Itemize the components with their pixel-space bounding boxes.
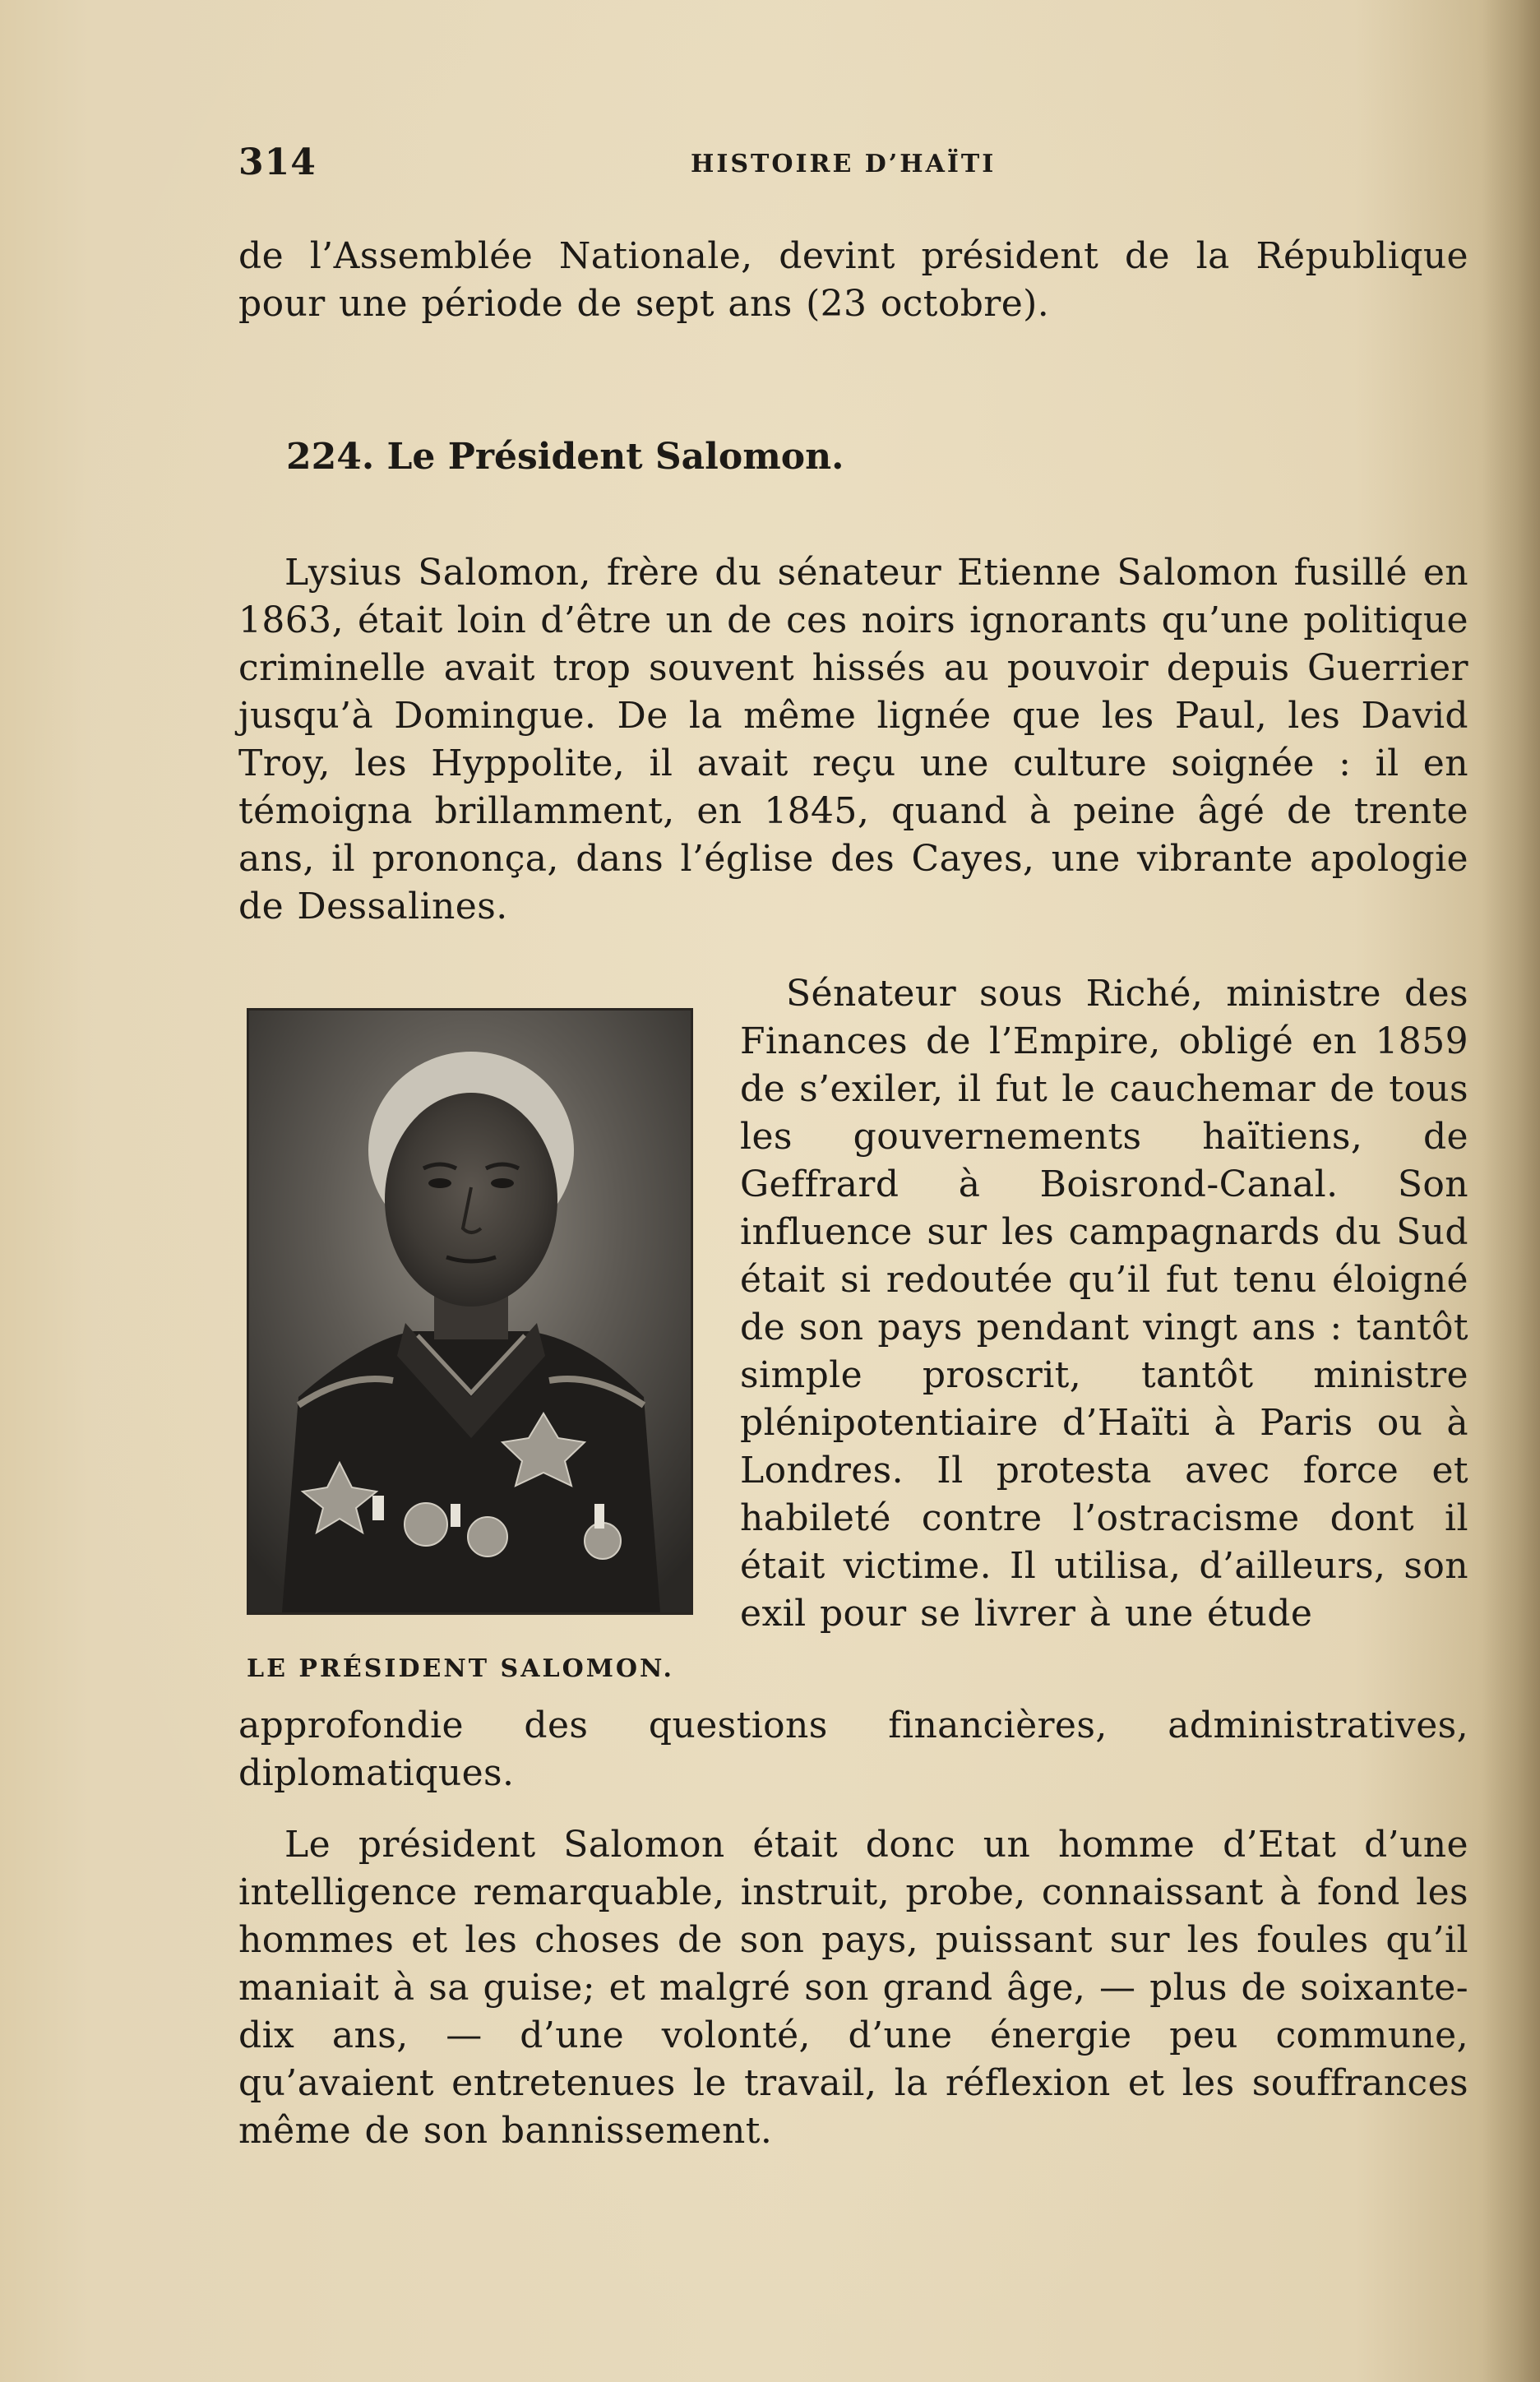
paragraph-4: Le président Salomon était donc un homme d’Etat d’une intelligence remarquable, instruit, probe, connaissant à fond les hommes et les choses de son pays, puissant sur les foules qu’il maniait à sa guise; et malgré son grand âge, — plus de soixante-dix ans, — d’une volonté, d’une énergie peu commune, qu’avaient entretenues le travail, la réflexion et les souffrances même de son bannissement.	[238, 1824, 1468, 2152]
running-title: HISTOIRE D’HAÏTI	[691, 150, 997, 178]
page-number: 314	[238, 141, 317, 183]
running-header	[238, 141, 1468, 191]
paragraph-3-continuation	[238, 1702, 1468, 1797]
paragraph-2: Lysius Salomon, frère du sénateur Etienne Salomon fusillé en 1863, était loin d’être un de ces noirs ignorants qu’une politique criminelle avait trop souvent hissés au pouvoir depuis Guerrier jusqu’à Domingue. De la même lignée que les Paul, les David Troy, les Hyppolite, il avait reçu une culture soignée : il en témoigna brillamment, en 1845, quand à peine âgé de trente ans, il prononça, dans l’église des Cayes, une vibrante apologie de Dessalines.	[238, 552, 1468, 927]
portrait-illustration	[249, 1011, 691, 1612]
paragraph-biography	[238, 549, 1468, 931]
portrait-image	[247, 1008, 693, 1615]
paragraph-wrapped-beside-portrait	[740, 970, 1468, 1638]
paragraph-continuation	[238, 233, 1468, 328]
paragraph-3-wrapped: Sénateur sous Riché, ministre des Finances de l’Empire, obligé en 1859 de s’exiler, il fut le cauchemar de tous les gouvernements haïtiens, de Geffrard à Boisrond-Canal. Son influence sur les campagnards du Sud était si redoutée qu’il fut tenu éloigné de son pays pendant vingt ans : tantôt simple proscrit, tantôt ministre plénipotentiaire d’Haïti à Paris ou à Londres. Il protesta avec force et habileté contre l’ostracisme dont il était victime. Il utilisa, d’ailleurs, son exil pour se livrer à une étude	[740, 973, 1468, 1635]
section-heading: 224. Le Président Salomon.	[286, 436, 844, 478]
figure-caption: LE PRÉSIDENT SALOMON.	[247, 1654, 674, 1683]
paragraph-3-end: approfondie des questions financières, administratives, diplomatiques.	[238, 1704, 1468, 1794]
paragraph-conclusion	[238, 1821, 1468, 2155]
page-edge-shadow	[1482, 0, 1540, 2382]
paragraph-1: de l’Assemblée Nationale, devint président de la République pour une période de sept ans (23 octobre).	[238, 235, 1468, 325]
